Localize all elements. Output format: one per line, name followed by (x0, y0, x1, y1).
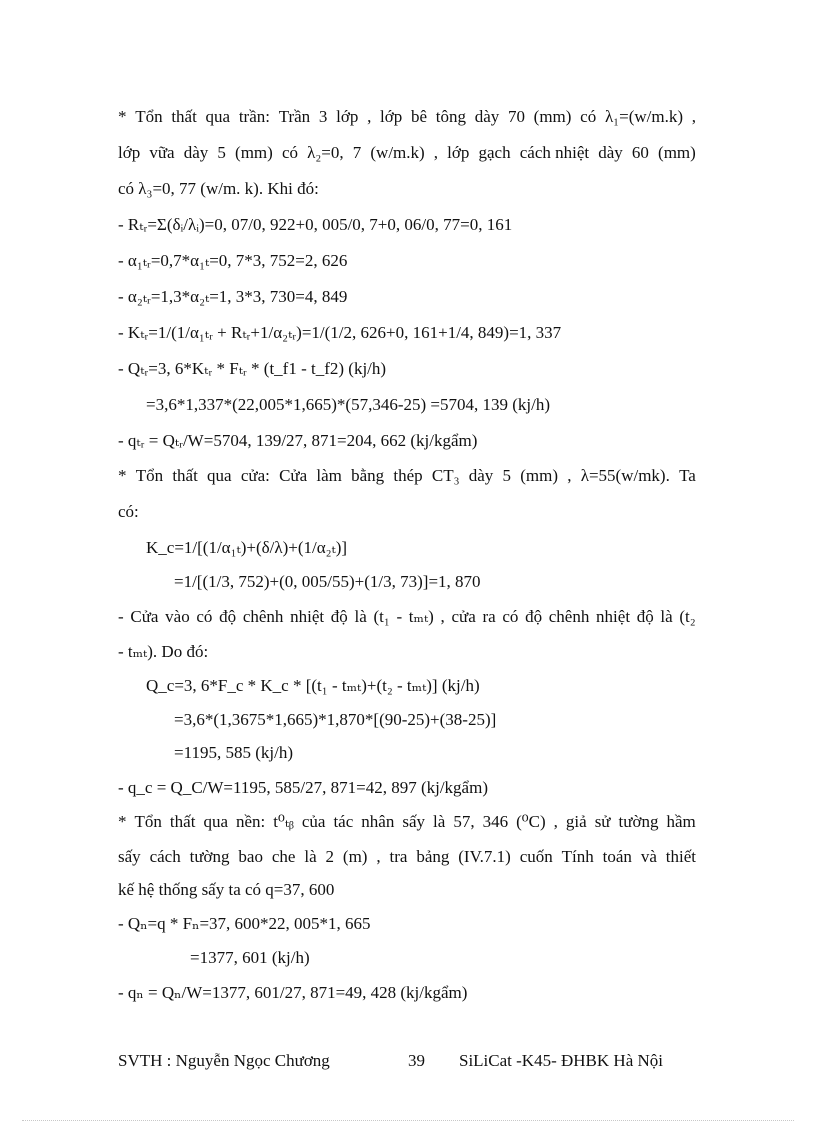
line-word: có (281, 143, 298, 162)
line-word: 5 (217, 143, 226, 162)
line-word: lớp (336, 107, 359, 126)
line-word: (mm) (235, 143, 273, 162)
line-word: Tổn (135, 107, 163, 126)
line-word: Trần (278, 107, 311, 126)
line-word: sấy (402, 812, 426, 831)
text-line: có λ₃=0, 77 (w/m. k). Khi đó: (118, 179, 319, 198)
line-word: λ₁=(w/m.k) (604, 107, 683, 126)
text-line: - q_c = Q_C/W=1195, 585/27, 871=42, 897 (kj/kgẩm) (118, 778, 488, 797)
line-word: vào (165, 607, 190, 626)
line-word: Tổn (134, 812, 162, 831)
line-word: 3 (318, 107, 328, 126)
line-word: qua (205, 107, 231, 126)
text-line: - Qₜᵣ=3, 6*Kₜᵣ * Fₜᵣ * (t_f1 - t_f2) (kj/h) (118, 359, 387, 378)
line-word: , (376, 847, 381, 866)
page-number: 39 (408, 1051, 425, 1070)
line-word: có (196, 607, 213, 626)
line-word: nhiệt (290, 607, 325, 626)
text-line: - Qₙ=q * Fₙ=37, 600*22, 005*1, 665 (118, 914, 371, 933)
text-line: =3,6*1,337*(22,005*1,665)*(57,346-25) =5704, 139 (kj/h) (146, 395, 550, 414)
line-word: 346 (482, 812, 509, 831)
line-word: sử (594, 812, 611, 831)
line-word: (mm) (533, 107, 572, 126)
line-word: chênh (548, 607, 590, 626)
line-word: 57, (453, 812, 475, 831)
line-word: thiết (665, 847, 696, 866)
line-word: , (433, 143, 439, 162)
line-word: , (567, 466, 572, 485)
line-word: t⁰ₜᵦ (273, 812, 294, 831)
line-word: dày (598, 143, 623, 162)
line-word: λ=55(w/mk). (580, 466, 670, 485)
text-line (118, 106, 696, 128)
line-word: trần: (238, 107, 270, 126)
line-word: tₘₜ) (408, 607, 434, 626)
line-word: nền: (236, 812, 266, 831)
text-line: =3,6*(1,3675*1,665)*1,870*[(90-25)+(38-25)] (174, 710, 497, 729)
line-word: Cửa (130, 607, 159, 626)
line-word: , (553, 812, 558, 831)
line-word: là (304, 847, 317, 866)
line-word: 7 (352, 143, 362, 162)
text-line (118, 142, 696, 164)
text-line: - qₙ = Qₙ/W=1377, 601/27, 871=49, 428 (kj/kgẩm) (118, 983, 468, 1002)
text-line: - α₁ₜᵣ=0,7*α₁ₜ=0, 7*3, 752=2, 626 (118, 251, 348, 270)
line-word: cửa: (240, 466, 270, 485)
line-word: lớp (380, 107, 403, 126)
bottom-dotted-rule (22, 1120, 794, 1121)
text-line: - Rₜᵣ=Σ(δᵢ/λᵢ)=0, 07/0, 922+0, 005/0, 7+0, 06/0, 77=0, 161 (118, 215, 513, 234)
footer-author: SVTH : Nguyễn Ngọc Chương (118, 1051, 330, 1070)
line-word: Tính (561, 847, 594, 866)
line-word: Cửa (279, 466, 308, 485)
line-word: hầm (666, 812, 696, 831)
line-word: tác (333, 812, 354, 831)
line-word: dày (183, 143, 209, 162)
line-word: nhân (361, 812, 395, 831)
line-word: chênh (242, 607, 284, 626)
text-line: Q_c=3, 6*F_c * K_c * [(t₁ - tₘₜ)+(t₂ - tₘₜ)] (kj/h) (146, 676, 480, 695)
line-word: tra (389, 847, 408, 866)
line-word: lớp (447, 143, 470, 162)
line-word: λ₂=0, (307, 143, 344, 162)
text-line: - tₘₜ). Do đó: (118, 642, 209, 661)
line-word: bằng (351, 466, 385, 485)
line-word: - (118, 607, 124, 626)
line-word: * (118, 812, 127, 831)
line-word: , (367, 107, 372, 126)
text-line: =1/[(1/3, 752)+(0, 005/55)+(1/3, 73)]=1, 870 (174, 572, 481, 591)
text-line (118, 606, 696, 628)
text-line (118, 811, 696, 833)
text-line: K_c=1/[(1/α₁ₜ)+(δ/λ)+(1/α₂ₜ)] (146, 538, 348, 557)
line-word: toán (602, 847, 632, 866)
line-word: có (580, 107, 597, 126)
line-word: độ (330, 607, 348, 626)
line-word: làm (316, 466, 342, 485)
line-word: tường (189, 847, 230, 866)
line-word: , (691, 107, 696, 126)
line-word: cửa (451, 607, 476, 626)
text-line (118, 465, 696, 487)
line-word: sấy (118, 847, 141, 866)
text-line (118, 846, 696, 868)
line-word: * (118, 466, 127, 485)
line-word: vữa (149, 143, 175, 162)
line-word: thất (169, 812, 196, 831)
line-word: cách nhiệt (519, 143, 590, 162)
line-word: của (301, 812, 326, 831)
line-word: (w/m.k) (370, 143, 425, 162)
text-line: - Kₜᵣ=1/(1/α₁ₜᵣ + Rₜᵣ+1/α₂ₜᵣ)=1/(1/2, 626+0, 161+1/4, 849)=1, 337 (118, 323, 562, 342)
line-word: bê (410, 107, 428, 126)
line-word: (m) (342, 847, 368, 866)
text-line: - qₜᵣ = Qₜᵣ/W=5704, 139/27, 871=204, 662 (kj/kgẩm) (118, 431, 478, 450)
line-word: 5 (502, 466, 512, 485)
line-word: qua (203, 812, 228, 831)
line-word: độ (525, 607, 543, 626)
line-word: thất (172, 466, 198, 485)
text-line: =1195, 585 (kj/h) (174, 743, 293, 762)
line-word: (⁰C) (516, 812, 546, 831)
text-line: - α₂ₜᵣ=1,3*α₂ₜ=1, 3*3, 730=4, 849 (118, 287, 348, 306)
line-word: lớp (118, 143, 141, 162)
line-word: (mm) (658, 143, 696, 162)
line-word: nhiệt (596, 607, 631, 626)
line-word: 70 (507, 107, 525, 126)
line-word: ra (482, 607, 496, 626)
line-word: là (433, 812, 446, 831)
line-word: - (396, 607, 403, 626)
line-word: thép (393, 466, 423, 485)
line-word: dày (474, 107, 500, 126)
line-word: giả (565, 812, 587, 831)
line-word: CT₃ (431, 466, 460, 485)
text-line: có: (118, 502, 139, 521)
line-word: Ta (679, 466, 696, 485)
line-word: thất (171, 107, 197, 126)
line-word: (mm) (520, 466, 559, 485)
line-word: tường (618, 812, 659, 831)
line-word: , (440, 607, 445, 626)
line-word: cách (149, 847, 181, 866)
line-word: tông (435, 107, 466, 126)
footer-institution: SiLiCat -K45- ĐHBK Hà Nội (459, 1051, 663, 1070)
line-word: (t₁ (373, 607, 390, 626)
line-word: qua (207, 466, 232, 485)
line-word: độ (219, 607, 237, 626)
line-word: bảng (416, 847, 450, 866)
line-word: * (118, 107, 127, 126)
line-word: dày (468, 466, 494, 485)
line-word: và (640, 847, 657, 866)
line-word: (t₂ (679, 607, 696, 626)
line-word: là (660, 607, 673, 626)
line-word: (IV.7.1) (458, 847, 511, 866)
line-word: 60 (631, 143, 649, 162)
line-word: Tổn (135, 466, 164, 485)
line-word: độ (636, 607, 654, 626)
line-word: có (502, 607, 519, 626)
line-word: là (354, 607, 367, 626)
line-word: 2 (325, 847, 335, 866)
text-line: =1377, 601 (kj/h) (190, 948, 310, 967)
line-word: gạch (478, 143, 511, 162)
line-word: cuốn (519, 847, 553, 866)
line-word: bao (238, 847, 263, 866)
text-line: kế hệ thống sấy ta có q=37, 600 (118, 880, 335, 899)
line-word: che (271, 847, 296, 866)
